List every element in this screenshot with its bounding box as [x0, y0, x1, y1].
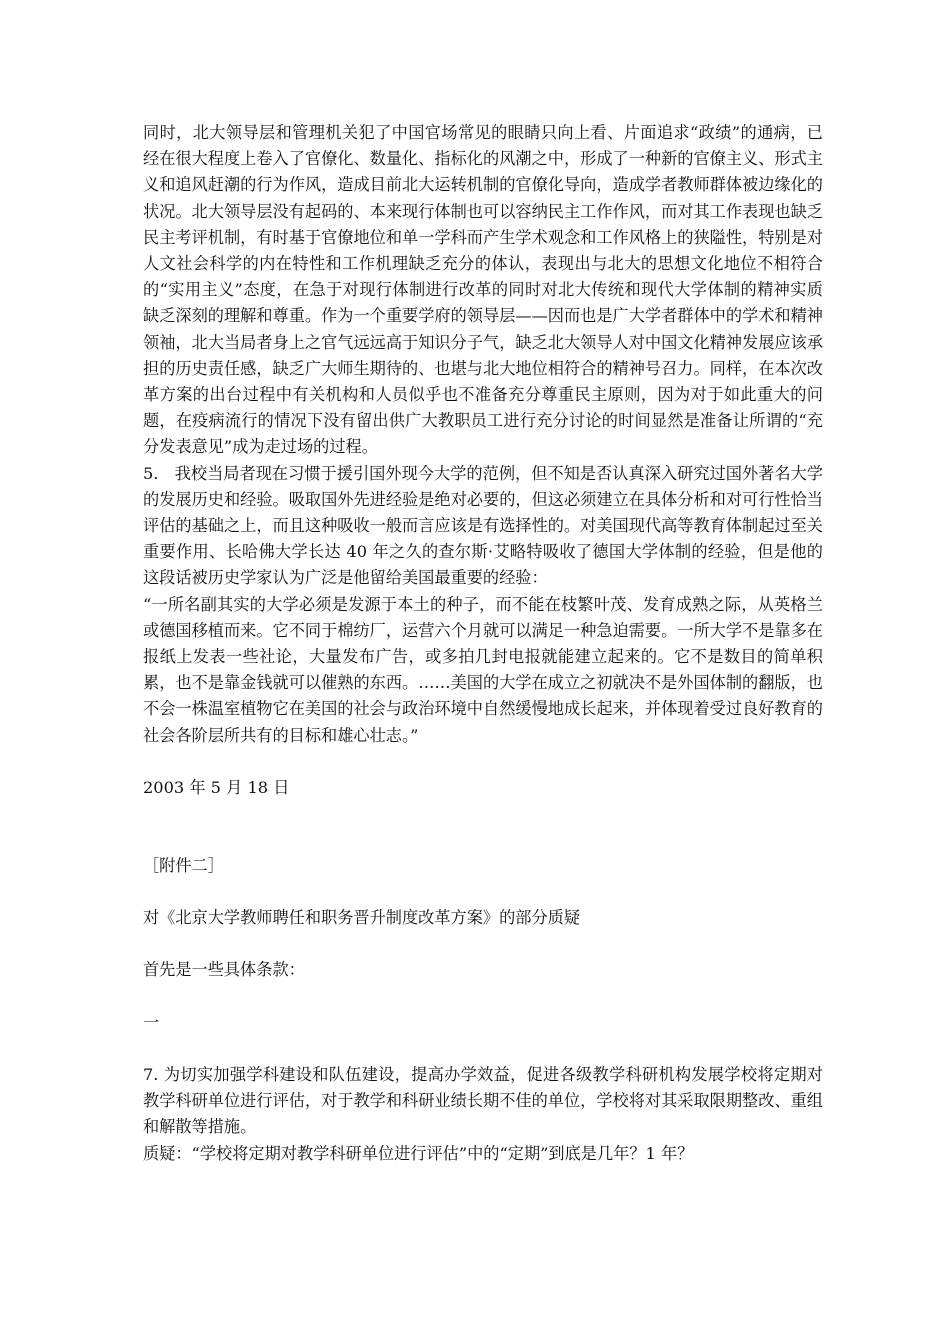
question-7: 质疑：“学校将定期对教学科研单位进行评估”中的“定期”到底是几年？1 年？ [143, 1143, 694, 1163]
attachment-title: 对《北京大学教师聘任和职务晋升制度改革方案》的部分质疑 [143, 908, 581, 928]
clause-7: 7. 为切实加强学科建设和队伍建设，提高办学效益，促进各级教学科研机构发展学校将定期对教学科研单位进行评估，对于教学和科研业绩长期不佳的单位，学校将对其采取限期整改、重组和解散等措施。 [143, 1064, 823, 1137]
intro-line: 首先是一些具体条款： [143, 960, 305, 980]
document-date: 2003 年 5 月 18 日 [143, 777, 290, 797]
eliot-quote: “一所名副其实的大学必须是发源于本土的种子，而不能在枝繁叶茂、发育成熟之际，从英格兰或德国移植而来。它不同于棉纺厂，运营六个月就可以满足一种急迫需要。一所大学不是靠多在报纸上发表一些社论，大量发布广告，或多拍几封电报就能建立起来的。它不是数目的简单积累，也不是靠金钱就可以催熟的东西。……美国的大学在成立之初就决不是外国体制的翻版，也不会一株温室植物它在美国的社会与政治环境中自然缓慢地成长起来，并体现着受过良好教育的社会各阶层所共有的目标和雄心壮志。” [143, 594, 823, 745]
document-page [143, 120, 823, 1167]
body-paragraph-point-5: 5. 我校当局者现在习惯于援引国外现今大学的范例，但不知是否认真深入研究过国外著名大学的发展历史和经验。吸取国外先进经验是绝对必要的，但这必须建立在具体分析和对可行性恰当评估的基础之上，而且这种吸收一般而言应该是有选择性的。对美国现代高等教育体制起过至关重要作用、长哈佛大学长达 40 年之久的查尔斯·艾略特吸收了德国大学体制的经验，但是他的这段话被历史学家认为广泛是他留给美国最重要的经验： [143, 463, 823, 588]
attachment-label: ［附件二］ [143, 856, 224, 876]
dash-separator: 一 [143, 1012, 160, 1032]
body-paragraph-criticism: 同时，北大领导层和管理机关犯了中国官场常见的眼睛只向上看、片面追求“政绩”的通病，已经在很大程度上卷入了官僚化、数量化、指标化的风潮之中，形成了一种新的官僚主义、形式主义和追风赶潮的行为作风，造成目前北大运转机制的官僚化导向，造成学者教师群体被边缘化的状况。北大领导层没有起码的、本来现行体制也可以容纳民主工作作风，而对其工作表现也缺乏民主考评机制，有时基于官僚地位和单一学科而产生学术观念和工作风格上的狭隘性，特别是对人文社会科学的内在特性和工作机理缺乏充分的体认，表现出与北大的思想文化地位不相符合的“实用主义”态度，在急于对现行体制进行改革的同时对北大传统和现代大学体制的精神实质缺乏深刻的理解和尊重。作为一个重要学府的领导层——因而也是广大学者群体中的学术和精神领袖，北大当局者身上之官气远远高于知识分子气，缺乏北大领导人对中国文化精神发展应该承担的历史责任感，缺乏广大师生期待的、也堪与北大地位相符合的精神号召力。同样，在本次改革方案的出台过程中有关机构和人员似乎也不准备充分尊重民主原则，因为对于如此重大的问题，在疫病流行的情况下没有留出供广大教职员工进行充分讨论的时间显然是准备让所谓的“充分发表意见”成为走过场的过程。 [143, 123, 823, 457]
